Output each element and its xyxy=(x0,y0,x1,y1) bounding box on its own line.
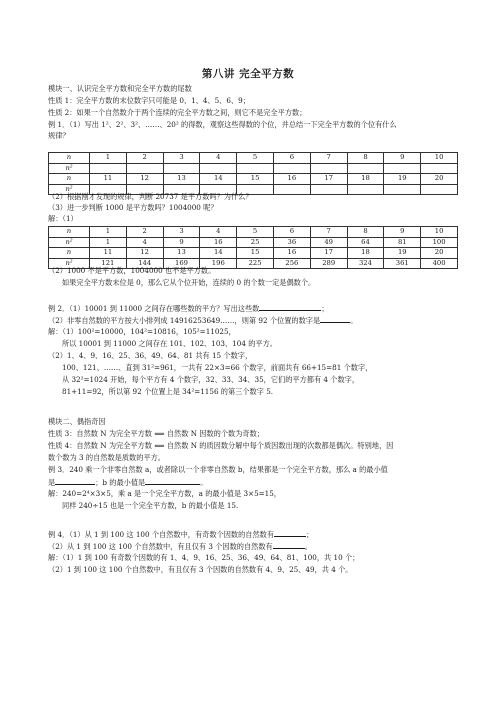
example-4-solution-2: （2）1 到 100 这 100 个自然数中，有且仅有 3 个因数的自然数有 4、9、25、49，共 4 个。 xyxy=(48,565,353,574)
table-cell: 14 xyxy=(200,248,237,259)
table-cell: 5 xyxy=(237,153,274,164)
table-cell: 9 xyxy=(384,153,421,164)
table-cell xyxy=(163,163,200,174)
answer-blank[interactable] xyxy=(145,477,200,485)
table-cell: 225 xyxy=(237,258,274,269)
answer-blank[interactable] xyxy=(259,303,321,311)
table-cell: 15 xyxy=(237,174,274,185)
example-3-text-a: 是 xyxy=(48,478,56,487)
table-cell: 81 xyxy=(384,237,421,248)
example-4-solution-1: 解：（1）1 到 100 有奇数个因数的有 1、4、9、16、25、36、49、64、81、100，共 10 个； xyxy=(48,553,360,562)
property-4-line-1: 性质 4：自然数 N 为完全平方数 ⟺ 自然数 N 的质因数分解中每个质因数出现的次数都是偶次。特别地，因 xyxy=(48,441,394,450)
table-cell xyxy=(200,163,237,174)
table-cell: 1 xyxy=(90,237,127,248)
table-cell: 11 xyxy=(90,174,127,185)
table-cell: 12 xyxy=(126,174,163,185)
table-cell: 3 xyxy=(163,153,200,164)
table-cell: 64 xyxy=(347,237,384,248)
row-header-cell: n² xyxy=(49,184,90,195)
property-2: 性质 2：如果一个自然数介于两个连续的完全平方数之间，则它不是完全平方数； xyxy=(48,108,307,117)
page-title: 第八讲 完全平方数 xyxy=(201,68,295,80)
table-cell xyxy=(90,163,127,174)
example-2-question-1: 例 2．（1）10001 到 11000 之间存在哪些数的平方？写出这些数 xyxy=(48,304,260,313)
table-cell: 3 xyxy=(163,227,200,238)
table-cell: 2 xyxy=(126,153,163,164)
squares-table-filled xyxy=(48,226,458,269)
solution-3: 如果完全平方数末位是 0，那么它从个位开始，连续的 0 的个数一定是偶数个。 xyxy=(62,278,316,287)
example-4-question-2: （2）从 1 到 100 这 100 个自然数中，有且仅有 3 个因数的自然数有 xyxy=(48,542,273,551)
module2-heading: 模块二、偶指奇因 xyxy=(48,417,106,426)
table-cell xyxy=(384,163,421,174)
table-cell: 9 xyxy=(384,227,421,238)
answer-blank[interactable] xyxy=(55,477,95,485)
module1-heading: 模块一、认识完全平方数和完全平方数的尾数 xyxy=(48,84,192,93)
table-cell: 5 xyxy=(237,227,274,238)
example-3-line-2 xyxy=(48,477,458,488)
table-cell: 256 xyxy=(273,258,310,269)
table-cell xyxy=(273,163,310,174)
property-4-line-2: 数个数为 3 的自然数是质数的平方。 xyxy=(48,453,165,462)
property-1: 性质 1：完全平方数的末位数字只可能是 0、1、4、5、6、9； xyxy=(48,96,250,105)
table-cell: 18 xyxy=(347,174,384,185)
table-cell: 100 xyxy=(421,237,458,248)
table-cell: 2 xyxy=(126,227,163,238)
table-cell xyxy=(421,163,458,174)
table-cell xyxy=(237,163,274,174)
table-cell: 49 xyxy=(310,237,347,248)
table-row xyxy=(49,227,458,238)
answer-blank[interactable] xyxy=(273,541,305,549)
table-cell: 16 xyxy=(273,174,310,185)
table-cell: 10 xyxy=(421,153,458,164)
solution-2: （2）1000 不是平方数，1004000 也不是平方数。 xyxy=(48,266,216,275)
answer-blank[interactable] xyxy=(320,315,350,323)
example-2-question-2: （2）非零自然数的平方按大小排列成 14916253649……，则第 92 个位置的数字是 xyxy=(48,316,321,325)
example-2-solution-5: 从 32²=1024 开始，每个平方有 4 个数字，32、33、34、35，它们的平方都有 4 个数字， xyxy=(62,375,360,384)
example-2-line-2: （2）非零自然数的平方按大小排列成 14916253649……，则第 92 个位置的数字是 。 xyxy=(48,316,358,325)
table-row xyxy=(49,174,458,185)
table-cell xyxy=(126,163,163,174)
table-cell: 19 xyxy=(384,174,421,185)
example-4-line-2: （2）从 1 到 100 这 100 个自然数中，有且仅有 3 个因数的自然数有 。 xyxy=(48,542,312,551)
example-1-question-3: （3）进一步判断 1000 是平方数吗？1004000 呢？ xyxy=(48,203,218,212)
table-cell: 16 xyxy=(200,237,237,248)
example-1-line-1: 例 1．（1）写出 1²、2²、3²、……、20² 的得数，观察这些得数的个位，并总结一下完全平方数的个位有什么 xyxy=(48,120,397,129)
table-cell: 36 xyxy=(273,237,310,248)
table-row xyxy=(49,163,458,174)
table-cell: 17 xyxy=(310,248,347,259)
example-2-solution-4: 100、121、……、直到 31²=961，一共有 22×3=66 个数字，前面共有 66+15=81 个数字， xyxy=(62,363,373,372)
table-cell: 19 xyxy=(384,248,421,259)
table-cell: 324 xyxy=(347,258,384,269)
solution-label: 解：（1） xyxy=(48,214,78,223)
table-cell: 6 xyxy=(273,227,310,238)
table-cell: 7 xyxy=(310,153,347,164)
table-cell: 4 xyxy=(126,237,163,248)
table-row xyxy=(49,248,458,259)
row-header-cell: n xyxy=(49,174,90,185)
table-cell: 8 xyxy=(347,227,384,238)
example-3-text-b: ；b 的最小值是 xyxy=(95,478,146,487)
table-cell: 16 xyxy=(273,248,310,259)
table-cell: 4 xyxy=(200,153,237,164)
table-cell: 4 xyxy=(200,227,237,238)
example-2-solution-6: 81+11=92，所以第 92 个位置上是 34²=1156 的第三个数字 5. xyxy=(62,387,274,396)
table-cell: 10 xyxy=(421,227,458,238)
example-3-text-c: 。 xyxy=(200,478,208,487)
example-3-solution-1: 解：240=2⁴×3×5，乘 a 是一个完全平方数，a 的最小值是 3×5=15， xyxy=(48,489,281,498)
table-cell: 6 xyxy=(273,153,310,164)
row-header-cell: n xyxy=(49,227,90,238)
table-cell: 169 xyxy=(163,258,200,269)
table-cell: 400 xyxy=(421,258,458,269)
table-cell: 121 xyxy=(90,258,127,269)
table-cell: 144 xyxy=(126,258,163,269)
example-2-line-1: 例 2．（1）10001 到 11000 之间存在哪些数的平方？写出这些数 ； xyxy=(48,304,329,313)
property-3: 性质 3：自然数 N 为完全平方数 ⟺ 自然数 N 因数的个数为奇数； xyxy=(48,429,264,438)
row-header-cell: n xyxy=(49,248,90,259)
table-row xyxy=(49,153,458,164)
table-cell: 13 xyxy=(163,174,200,185)
table-cell: 13 xyxy=(163,248,200,259)
table-cell: 15 xyxy=(237,248,274,259)
row-header-cell: n² xyxy=(49,237,90,248)
row-header-cell: n xyxy=(49,153,90,164)
table-cell: 9 xyxy=(163,237,200,248)
table-cell: 17 xyxy=(310,174,347,185)
table-cell xyxy=(347,163,384,174)
table-cell: 20 xyxy=(421,174,458,185)
table-cell: 361 xyxy=(384,258,421,269)
example-2-solution-1: 解：（1）100²=10000，104²=10816，105²=11025， xyxy=(48,327,236,336)
table-cell: 1 xyxy=(90,227,127,238)
example-4-line-1: 例 4．（1）从 1 到 100 这 100 个自然数中，有奇数个因数的自然数有 ； xyxy=(48,530,314,539)
table-cell xyxy=(310,163,347,174)
row-header-cell: n² xyxy=(49,163,90,174)
table-cell: 20 xyxy=(421,248,458,259)
example-3-line-1: 例 3．240 乘一个非零自然数 a，或者除以一个非零自然数 b，结果都是一个完全平方数，那么 a 的最小值 xyxy=(48,465,388,474)
example-4-question-1: 例 4．（1）从 1 到 100 这 100 个自然数中，有奇数个因数的自然数有 xyxy=(48,530,275,539)
example-1-line-2: 规律？ xyxy=(48,131,70,140)
table-cell: 8 xyxy=(347,153,384,164)
table-cell: 12 xyxy=(126,248,163,259)
table-cell: 25 xyxy=(237,237,274,248)
squares-table-blank xyxy=(48,152,458,195)
table-cell: 196 xyxy=(200,258,237,269)
example-1-question-2: （2）根据刚才发现的规律，判断 20737 是平方数吗？为什么？ xyxy=(48,192,253,201)
table-cell: 18 xyxy=(347,248,384,259)
table-cell: 14 xyxy=(200,174,237,185)
table-row xyxy=(49,237,458,248)
example-3-solution-2: 同样 240÷15 也是一个完全平方数，b 的最小值是 15. xyxy=(62,501,239,510)
table-cell: 289 xyxy=(310,258,347,269)
table-cell: 11 xyxy=(90,248,127,259)
answer-blank[interactable] xyxy=(274,529,306,537)
example-2-solution-2: 所以 10001 到 11000 之间存在 101、102、103、104 的平方。 xyxy=(62,339,277,348)
table-cell: 1 xyxy=(90,153,127,164)
row-header-cell: n² xyxy=(49,258,90,269)
table-cell: 7 xyxy=(310,227,347,238)
example-2-solution-3: （2）1、4、9、16、25、36、49、64、81 共有 15 个数字， xyxy=(48,351,253,360)
